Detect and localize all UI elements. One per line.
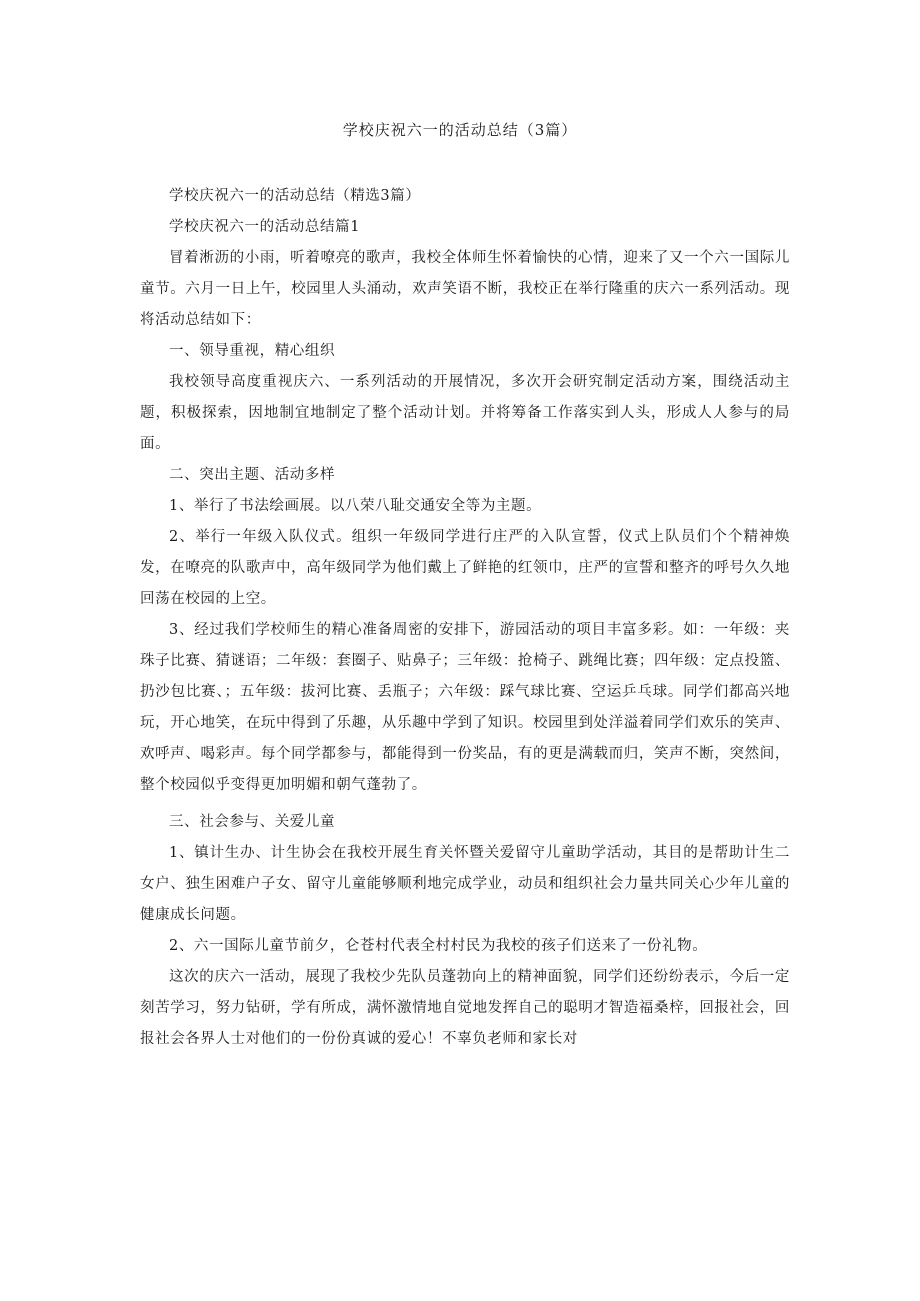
section-2-item-3: 3、经过我们学校师生的精心准备周密的安排下，游园活动的项目丰富多彩。如：一年级：夹珠子比赛、猜谜语；二年级：套圈子、贴鼻子；三年级：抢椅子、跳绳比赛；四年级：定点投篮、扔沙包比赛、；五年级：拔河比赛、丢瓶子；六年级：踩气球比赛、空运乒乓球。同学们都高兴地玩，开心地笑，在玩中得到了乐趣，从乐趣中学到了知识。校园里到处洋溢着同学们欢乐的笑声、欢呼声、喝彩声。每个同学都参与，都能得到一份奖品，有的更是满载而归，笑声不断，突然间，整个校园似乎变得更加明媚和朝气蓬勃了。 bbox=[140, 622, 790, 793]
intro-paragraph: 冒着淅沥的小雨，听着嘹亮的歌声，我校全体师生怀着愉快的心情，迎来了又一个六一国际儿童节。六月一日上午，校园里人头涌动，欢声笑语不断，我校正在举行隆重的庆六一系列活动。现将活动总结如下： bbox=[140, 250, 790, 328]
section-heading-1: 一、领导重视，精心组织 bbox=[169, 343, 336, 359]
closing-paragraph: 这次的庆六一活动，展现了我校少先队员蓬勃向上的精神面貌，同学们还纷纷表示，今后一定刻苦学习，努力钻研，学有所成，满怀激情地自觉地发挥自己的聪明才智造福桑梓，回报社会，回报社会各界人士对他们的一份份真诚的爱心！不辜负老师和家长对 bbox=[140, 969, 790, 1047]
section-heading-3: 三、社会参与、关爱儿童 bbox=[169, 814, 336, 830]
article-heading: 学校庆祝六一的活动总结篇1 bbox=[169, 219, 361, 235]
document-subtitle: 学校庆祝六一的活动总结（精选3篇） bbox=[169, 188, 421, 204]
section-2-item-2: 2、举行一年级入队仪式。组织一年级同学进行庄严的入队宣誓，仪式上队员们个个精神焕发，在嘹亮的队歌声中，高年级同学为他们戴上了鲜艳的红领巾，庄严的宣誓和整齐的呼号久久地回荡在校园的上空。 bbox=[140, 529, 790, 607]
section-heading-2: 二、突出主题、活动多样 bbox=[169, 467, 336, 483]
section-3-item-1: 1、镇计生办、计生协会在我校开展生育关怀暨关爱留守儿童助学活动，其目的是帮助计生二女户、独生困难户子女、留守儿童能够顺利地完成学业，动员和组织社会力量共同关心少年儿童的健康成长问题。 bbox=[140, 845, 790, 923]
section-2-item-1: 1、举行了书法绘画展。以八荣八耻交通安全等为主题。 bbox=[169, 498, 542, 514]
section-1-paragraph: 我校领导高度重视庆六、一系列活动的开展情况，多次开会研究制定活动方案，围绕活动主题，积极探索，因地制宜地制定了整个活动计划。并将筹备工作落实到人头，形成人人参与的局面。 bbox=[140, 374, 790, 452]
section-3-item-2: 2、六一国际儿童节前夕，仑苍村代表全村村民为我校的孩子们送来了一份礼物。 bbox=[169, 938, 708, 954]
document-body bbox=[140, 181, 790, 1055]
document-title: 学校庆祝六一的活动总结（3篇） bbox=[342, 121, 578, 139]
